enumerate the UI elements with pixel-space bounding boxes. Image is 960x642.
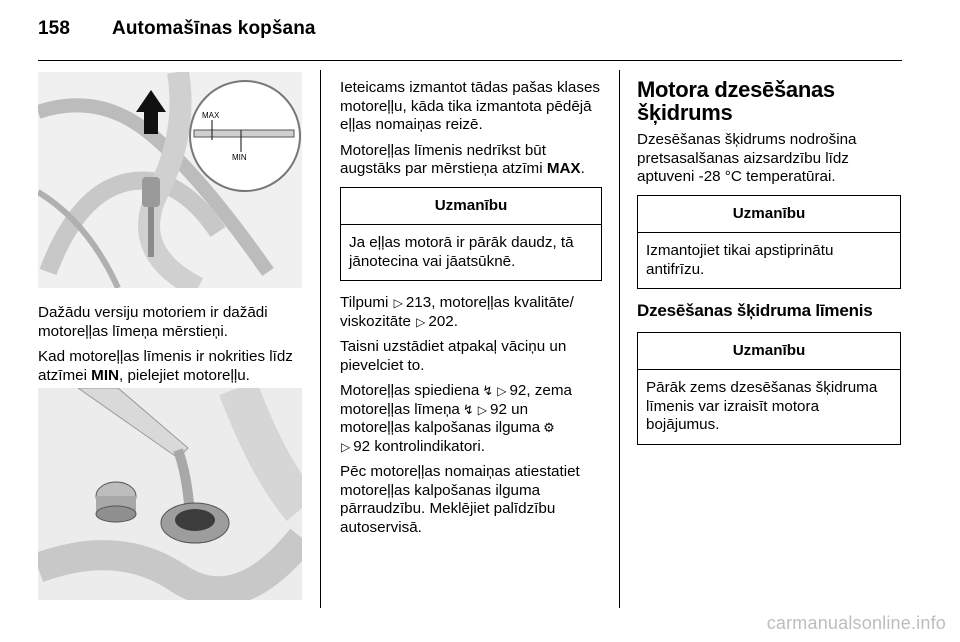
- col1-paragraph-2: Kad motoreļļas līmenis ir nokrities līdz atzīmei MIN, pielejiet motoreļļu.: [38, 348, 293, 384]
- header-rule: [38, 60, 902, 61]
- caution-box-oil-overfill: [340, 187, 602, 282]
- col2-paragraph-3: Tilpumi ▷ 213, motoreļļas kvalitāte/ viskozitāte ▷ 202.: [340, 294, 574, 330]
- caution-title: Uzmanību: [638, 196, 900, 234]
- min-mark-label: MIN: [232, 153, 247, 162]
- page-ref-arrow-icon: ▷: [393, 296, 403, 310]
- watermark: carmanualsonline.info: [766, 613, 946, 633]
- col2-paragraph-4: Taisni uzstādiet atpakaļ vāciņu un pievelciet to.: [340, 338, 567, 374]
- page-ref-arrow-icon: ▷: [497, 384, 507, 398]
- column-1-text: [38, 304, 308, 392]
- page-ref-arrow-icon: ▷: [341, 439, 351, 454]
- col2-paragraph-6: Pēc motoreļļas nomaiņas atiestatiet motoreļļas kalpošanas ilguma pārraudzību. Meklējiet palīdzību autoservisā.: [340, 463, 580, 536]
- oil-pressure-icon: ↯: [482, 383, 494, 398]
- subheading-coolant-level: Dzesēšanas šķidruma līmenis: [637, 301, 873, 320]
- caution-box-antifreeze: [637, 195, 901, 290]
- oil-filling-illustration: [38, 388, 302, 600]
- column-divider-1: [320, 70, 321, 608]
- dipstick-illustration: [38, 72, 302, 288]
- page-ref-arrow-icon: ▷: [477, 402, 488, 417]
- caution-title: Uzmanību: [341, 188, 601, 226]
- max-mark-label: MAX: [202, 111, 220, 120]
- oil-life-icon: ⚙: [543, 420, 555, 435]
- caution-body: Ja eļļas motorā ir pārāk daudz, tā jānotecina vai jāatsūknē.: [349, 234, 574, 270]
- dipstick-drawing: [38, 72, 302, 288]
- caution-body: Izmantojiet tikai apstiprinātu antifrīzu.: [646, 242, 834, 278]
- col2-paragraph-2: Motoreļļas līmenis nedrīkst būt augstāks par mērstieņa atzīmi MAX.: [340, 141, 585, 177]
- col3-paragraph-1: Dzesēšanas šķidrums nodrošina pretsasalšanas aizsardzību līdz aptuveni -28 °C temperatūrai.: [637, 131, 857, 185]
- column-2-text: [340, 79, 602, 544]
- page-header: [38, 18, 316, 40]
- column-3-text: [637, 78, 901, 458]
- section-heading-coolant: Motora dzesēšanas šķidrums: [637, 77, 835, 125]
- col1-paragraph-1: Dažādu versiju motoriem ir dažādi motoreļļas līmeņa mērstieņi.: [38, 304, 268, 340]
- page-number: 158: [38, 18, 71, 39]
- col2-paragraph-5: Motoreļļas spiediena ↯ ▷ 92, zema motoreļļas līmeņa ↯ ▷ 92 un motoreļļas kalpošanas ilguma ⚙ ▷ 92 kontrolindikatori.: [340, 382, 572, 455]
- caution-body: Pārāk zems dzesēšanas šķidruma līmenis var izraisīt motora bojājumus.: [646, 379, 878, 433]
- caution-title: Uzmanību: [638, 333, 900, 371]
- column-divider-2: [619, 70, 620, 608]
- caution-box-low-coolant: [637, 332, 901, 445]
- col2-paragraph-1: Ieteicams izmantot tādas pašas klases motoreļļu, kāda tika izmantota pēdējā eļļas nomaiņas reizē.: [340, 79, 600, 133]
- page-title: Automašīnas kopšana: [112, 18, 316, 39]
- oil-level-icon: ↯: [462, 401, 474, 417]
- page-ref-arrow-icon: ▷: [416, 314, 426, 329]
- oil-filling-drawing: [38, 388, 302, 600]
